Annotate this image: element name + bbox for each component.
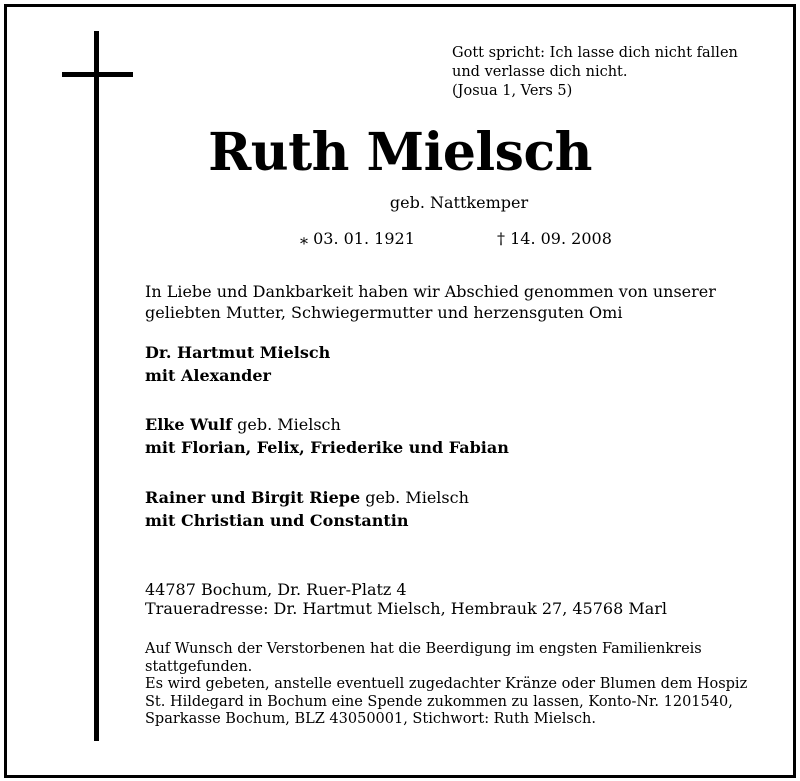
family-member-children: mit Alexander — [145, 366, 271, 385]
bible-verse — [452, 44, 738, 101]
birth-date: ⁎ 03. 01. 1921 — [300, 229, 415, 248]
notes-line: Sparkasse Bochum, BLZ 43050001, Stichwort: Ruth Mielsch. — [145, 711, 596, 727]
notes-line: Es wird gebeten, anstelle eventuell zugedachter Kränze oder Blumen dem Hospiz — [145, 676, 748, 692]
family-member-suffix: geb. Mielsch — [360, 488, 469, 507]
mourning-address: Traueradresse: Dr. Hartmut Mielsch, Hembrauk 27, 45768 Marl — [145, 599, 668, 618]
verse-line: Gott spricht: Ich lasse dich nicht fallen — [452, 45, 738, 61]
notes-line: stattgefunden. — [145, 658, 253, 675]
notes-block — [145, 641, 747, 729]
family-group — [145, 341, 330, 387]
family-group — [145, 413, 509, 459]
address-block — [145, 580, 667, 618]
family-member-name: Dr. Hartmut Mielsch — [145, 343, 331, 362]
cross-icon-bar — [62, 72, 133, 77]
death-date: † 14. 09. 2008 — [497, 229, 612, 248]
verse-reference: (Josua 1, Vers 5) — [452, 83, 573, 99]
maiden-name: geb. Nattkemper — [389, 193, 529, 212]
intro-line: geliebten Mutter, Schwiegermutter und herzensguten Omi — [145, 303, 623, 322]
notes-line: St. Hildegard in Bochum eine Spende zukommen zu lassen, Konto-Nr. 1201540, — [145, 693, 733, 710]
family-member-name: Elke Wulf — [145, 415, 233, 434]
family-group — [145, 486, 469, 532]
deceased-name: Ruth Mielsch — [208, 122, 592, 183]
family-member-name: Rainer und Birgit Riepe — [145, 488, 361, 507]
notes-line: Auf Wunsch der Verstorbenen hat die Beerdigung im engsten Familienkreis — [145, 641, 702, 657]
verse-line: und verlasse dich nicht. — [452, 64, 628, 80]
intro-text — [145, 281, 716, 323]
address-line: 44787 Bochum, Dr. Ruer-Platz 4 — [145, 580, 407, 599]
intro-line: In Liebe und Dankbarkeit haben wir Abschied genommen von unserer — [145, 282, 716, 301]
family-member-children: mit Florian, Felix, Friederike und Fabian — [145, 438, 509, 457]
family-member-suffix: geb. Mielsch — [232, 415, 341, 434]
family-member-children: mit Christian und Constantin — [145, 511, 409, 530]
